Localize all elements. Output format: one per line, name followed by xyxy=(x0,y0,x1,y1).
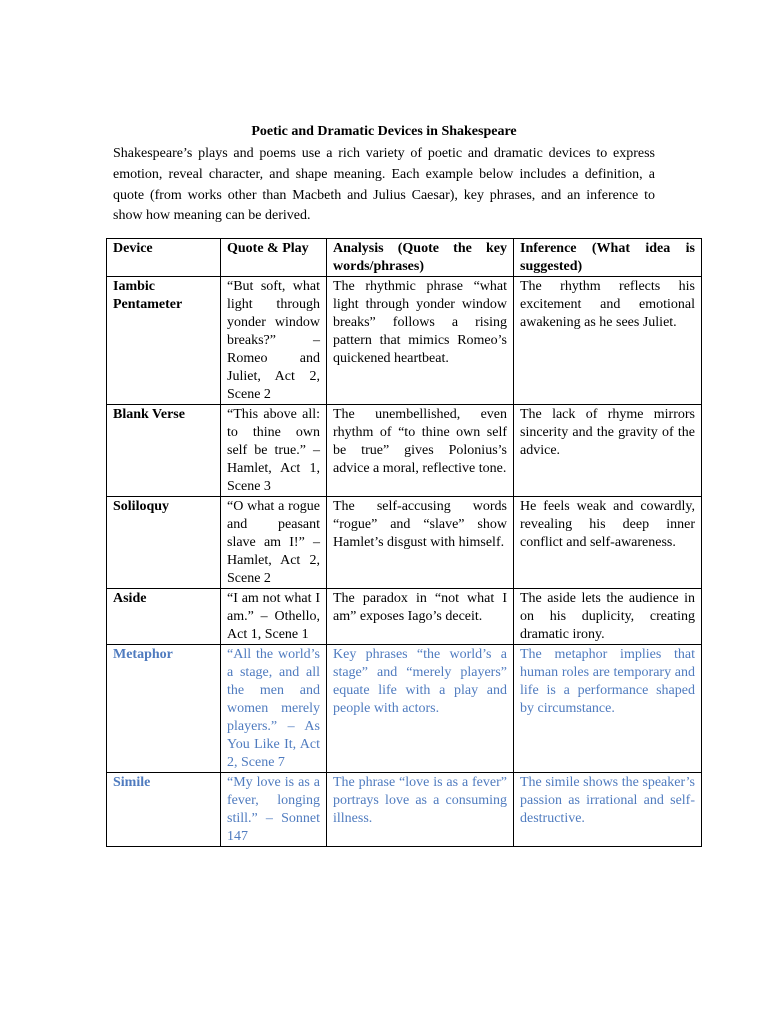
header-analysis: Analysis (Quote the key words/phrases) xyxy=(327,239,514,277)
analysis-cell: The rhythmic phrase “what light through yonder window breaks” follows a rising pattern that mimics Romeo’s quickened heartbeat. xyxy=(327,277,514,405)
devices-table xyxy=(106,238,702,847)
device-cell: Blank Verse xyxy=(107,405,221,497)
table-row xyxy=(107,589,702,645)
device-cell: Simile xyxy=(107,773,221,847)
table-row xyxy=(107,645,702,773)
device-cell: Metaphor xyxy=(107,645,221,773)
inference-cell: The aside lets the audience in on his duplicity, creating dramatic irony. xyxy=(514,589,702,645)
inference-cell: The rhythm reflects his excitement and emotional awakening as he sees Juliet. xyxy=(514,277,702,405)
quote-cell: “O what a rogue and peasant slave am I!” – Hamlet, Act 2, Scene 2 xyxy=(221,497,327,589)
table-row xyxy=(107,773,702,847)
quote-cell: “All the world’s a stage, and all the men and women merely players.” – As You Like It, Act 2, Scene 7 xyxy=(221,645,327,773)
table-header-row xyxy=(107,239,702,277)
quote-cell: “But soft, what light through yonder window breaks?” – Romeo and Juliet, Act 2, Scene 2 xyxy=(221,277,327,405)
quote-cell: “This above all: to thine own self be true.” – Hamlet, Act 1, Scene 3 xyxy=(221,405,327,497)
header-inference: Inference (What idea is suggested) xyxy=(514,239,702,277)
header-quote-play: Quote & Play xyxy=(221,239,327,277)
inference-cell: The lack of rhyme mirrors sincerity and the gravity of the advice. xyxy=(514,405,702,497)
device-cell: Iambic Pentameter xyxy=(107,277,221,405)
inference-cell: The metaphor implies that human roles are temporary and life is a performance shaped by circumstance. xyxy=(514,645,702,773)
analysis-cell: The self-accusing words “rogue” and “slave” show Hamlet’s disgust with himself. xyxy=(327,497,514,589)
table-row xyxy=(107,497,702,589)
device-cell: Aside xyxy=(107,589,221,645)
intro-paragraph: Shakespeare’s plays and poems use a rich variety of poetic and dramatic devices to express emotion, reveal character, and shape meaning. Each example below includes a definition, a quote (from works other than Macbeth and Julius Caesar), key phrases, and an inference to show how meaning can be derived. xyxy=(113,146,655,224)
header-device: Device xyxy=(107,239,221,277)
analysis-cell: The phrase “love is as a fever” portrays love as a consuming illness. xyxy=(327,773,514,847)
table-row xyxy=(107,277,702,405)
analysis-cell: The paradox in “not what I am” exposes Iago’s deceit. xyxy=(327,589,514,645)
analysis-cell: The unembellished, even rhythm of “to thine own self be true” gives Polonius’s advice a moral, reflective tone. xyxy=(327,405,514,497)
device-cell: Soliloquy xyxy=(107,497,221,589)
document-title: Poetic and Dramatic Devices in Shakespeare xyxy=(251,124,517,139)
quote-cell: “I am not what I am.” – Othello, Act 1, Scene 1 xyxy=(221,589,327,645)
analysis-cell: Key phrases “the world’s a stage” and “merely players” equate life with a play and people with actors. xyxy=(327,645,514,773)
inference-cell: He feels weak and cowardly, revealing his deep inner conflict and self-awareness. xyxy=(514,497,702,589)
inference-cell: The simile shows the speaker’s passion as irrational and self-destructive. xyxy=(514,773,702,847)
quote-cell: “My love is as a fever, longing still.” – Sonnet 147 xyxy=(221,773,327,847)
table-row xyxy=(107,405,702,497)
